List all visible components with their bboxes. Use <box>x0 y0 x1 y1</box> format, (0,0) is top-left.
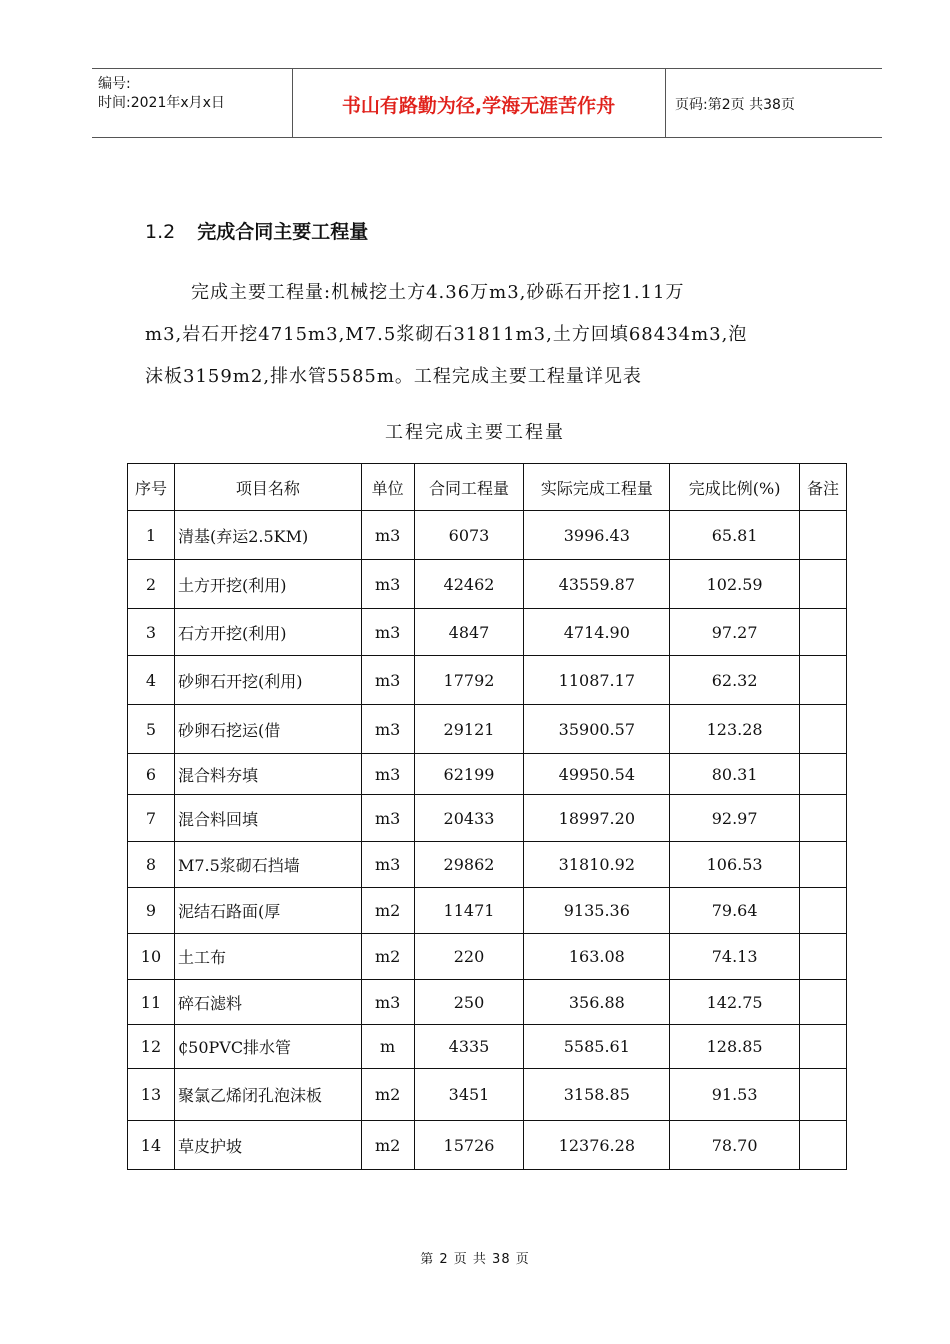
unit-cell: m2 <box>361 1069 414 1121</box>
table-row <box>128 754 847 795</box>
unit-cell: m3 <box>361 980 414 1025</box>
completion-ratio-cell: 92.97 <box>670 795 800 842</box>
unit-cell: m3 <box>361 795 414 842</box>
page-info: 页码:第2页 共38页 <box>675 97 795 113</box>
item-name-cell: 土工布 <box>174 934 361 980</box>
motto-text: 书山有路勤为径,学海无涯苦作舟 <box>341 95 616 117</box>
unit-cell: m3 <box>361 560 414 609</box>
section-number: 1.2 <box>145 221 176 243</box>
actual-quantity-cell: 9135.36 <box>524 888 670 934</box>
contract-quantity-cell: 11471 <box>414 888 524 934</box>
remarks-cell <box>800 842 847 888</box>
actual-quantity-cell: 31810.92 <box>524 842 670 888</box>
item-name-cell: 石方开挖(利用) <box>174 609 361 656</box>
header-left-cell <box>92 69 293 137</box>
table-row <box>128 609 847 656</box>
completion-ratio-cell: 128.85 <box>670 1025 800 1069</box>
row-number-cell: 12 <box>128 1025 175 1069</box>
contract-quantity-cell: 42462 <box>414 560 524 609</box>
actual-quantity-cell: 12376.28 <box>524 1121 670 1170</box>
header-cell: 项目名称 <box>174 464 361 511</box>
item-name-cell: 清基(弃运2.5KM) <box>174 511 361 560</box>
remarks-cell <box>800 1025 847 1069</box>
remarks-cell <box>800 511 847 560</box>
table-title: 工程完成主要工程量 <box>385 422 565 443</box>
actual-quantity-cell: 35900.57 <box>524 705 670 754</box>
table-row <box>128 1025 847 1069</box>
row-number-cell: 10 <box>128 934 175 980</box>
date-label: 时间:2021年x月x日 <box>98 95 225 111</box>
remarks-cell <box>800 705 847 754</box>
paragraph-line-2: m3,岩石开挖4715m3,M7.5浆砌石31811m3,土方回填68434m3,泡 <box>145 324 748 345</box>
remarks-cell <box>800 934 847 980</box>
contract-quantity-cell: 29862 <box>414 842 524 888</box>
completion-ratio-cell: 74.13 <box>670 934 800 980</box>
contract-quantity-cell: 62199 <box>414 754 524 795</box>
row-number-cell: 5 <box>128 705 175 754</box>
actual-quantity-cell: 3158.85 <box>524 1069 670 1121</box>
row-number-cell: 6 <box>128 754 175 795</box>
quantities-table <box>127 463 847 1170</box>
contract-quantity-cell: 220 <box>414 934 524 980</box>
remarks-cell <box>800 795 847 842</box>
unit-cell: m3 <box>361 842 414 888</box>
row-number-cell: 11 <box>128 980 175 1025</box>
table-row <box>128 656 847 705</box>
remarks-cell <box>800 754 847 795</box>
page-header <box>92 68 882 138</box>
item-name-cell: 草皮护坡 <box>174 1121 361 1170</box>
remarks-cell <box>800 980 847 1025</box>
actual-quantity-cell: 5585.61 <box>524 1025 670 1069</box>
page-footer: 第 2 页 共 38 页 <box>420 1252 530 1267</box>
contract-quantity-cell: 4847 <box>414 609 524 656</box>
item-name-cell: 泥结石路面(厚 <box>174 888 361 934</box>
table-row <box>128 511 847 560</box>
table-row <box>128 842 847 888</box>
row-number-cell: 9 <box>128 888 175 934</box>
table-row <box>128 795 847 842</box>
actual-quantity-cell: 49950.54 <box>524 754 670 795</box>
row-number-cell: 8 <box>128 842 175 888</box>
completion-ratio-cell: 91.53 <box>670 1069 800 1121</box>
contract-quantity-cell: 17792 <box>414 656 524 705</box>
table-row <box>128 934 847 980</box>
completion-ratio-cell: 80.31 <box>670 754 800 795</box>
unit-cell: m <box>361 1025 414 1069</box>
item-name-cell: 砂卵石开挖(利用) <box>174 656 361 705</box>
remarks-cell <box>800 888 847 934</box>
item-name-cell: 混合料回填 <box>174 795 361 842</box>
paragraph-line-3: 沫板3159m2,排水管5585m。工程完成主要工程量详见表 <box>145 366 642 387</box>
completion-ratio-cell: 79.64 <box>670 888 800 934</box>
table-row <box>128 1069 847 1121</box>
actual-quantity-cell: 4714.90 <box>524 609 670 656</box>
contract-quantity-cell: 4335 <box>414 1025 524 1069</box>
table-row <box>128 888 847 934</box>
remarks-cell <box>800 1069 847 1121</box>
row-number-cell: 3 <box>128 609 175 656</box>
item-name-cell: 砂卵石挖运(借 <box>174 705 361 754</box>
paragraph-line-1: 完成主要工程量:机械挖土方4.36万m3,砂砾石开挖1.11万 <box>191 282 685 303</box>
section-title: 完成合同主要工程量 <box>197 221 369 243</box>
header-cell: 单位 <box>361 464 414 511</box>
row-number-cell: 13 <box>128 1069 175 1121</box>
table-row <box>128 980 847 1025</box>
header-page-cell <box>665 69 882 137</box>
row-number-cell: 7 <box>128 795 175 842</box>
unit-cell: m3 <box>361 705 414 754</box>
row-number-cell: 1 <box>128 511 175 560</box>
actual-quantity-cell: 43559.87 <box>524 560 670 609</box>
unit-cell: m3 <box>361 656 414 705</box>
remarks-cell <box>800 656 847 705</box>
unit-cell: m2 <box>361 934 414 980</box>
item-name-cell: 混合料夯填 <box>174 754 361 795</box>
table-row <box>128 705 847 754</box>
contract-quantity-cell: 250 <box>414 980 524 1025</box>
header-cell: 备注 <box>800 464 847 511</box>
actual-quantity-cell: 11087.17 <box>524 656 670 705</box>
actual-quantity-cell: 356.88 <box>524 980 670 1025</box>
completion-ratio-cell: 102.59 <box>670 560 800 609</box>
unit-cell: m3 <box>361 511 414 560</box>
header-cell: 完成比例(%) <box>670 464 800 511</box>
section-heading <box>145 217 368 244</box>
contract-quantity-cell: 3451 <box>414 1069 524 1121</box>
contract-quantity-cell: 15726 <box>414 1121 524 1170</box>
remarks-cell <box>800 560 847 609</box>
actual-quantity-cell: 163.08 <box>524 934 670 980</box>
completion-ratio-cell: 65.81 <box>670 511 800 560</box>
table-row <box>128 560 847 609</box>
completion-ratio-cell: 106.53 <box>670 842 800 888</box>
item-name-cell: M7.5浆砌石挡墙 <box>174 842 361 888</box>
header-cell: 合同工程量 <box>414 464 524 511</box>
body-paragraph <box>145 272 835 398</box>
unit-cell: m2 <box>361 1121 414 1170</box>
row-number-cell: 2 <box>128 560 175 609</box>
header-cell: 实际完成工程量 <box>524 464 670 511</box>
header-cell: 序号 <box>128 464 175 511</box>
table-row <box>128 1121 847 1170</box>
completion-ratio-cell: 78.70 <box>670 1121 800 1170</box>
row-number-cell: 14 <box>128 1121 175 1170</box>
completion-ratio-cell: 62.32 <box>670 656 800 705</box>
table-header-row <box>128 464 847 511</box>
completion-ratio-cell: 123.28 <box>670 705 800 754</box>
serial-label: 编号: <box>98 76 131 92</box>
item-name-cell: 碎石滤料 <box>174 980 361 1025</box>
actual-quantity-cell: 3996.43 <box>524 511 670 560</box>
remarks-cell <box>800 1121 847 1170</box>
contract-quantity-cell: 29121 <box>414 705 524 754</box>
item-name-cell: ₵50PVC排水管 <box>174 1025 361 1069</box>
item-name-cell: 聚氯乙烯闭孔泡沫板 <box>174 1069 361 1121</box>
row-number-cell: 4 <box>128 656 175 705</box>
actual-quantity-cell: 18997.20 <box>524 795 670 842</box>
unit-cell: m3 <box>361 609 414 656</box>
remarks-cell <box>800 609 847 656</box>
header-motto-cell <box>292 69 666 137</box>
contract-quantity-cell: 20433 <box>414 795 524 842</box>
item-name-cell: 土方开挖(利用) <box>174 560 361 609</box>
contract-quantity-cell: 6073 <box>414 511 524 560</box>
completion-ratio-cell: 142.75 <box>670 980 800 1025</box>
unit-cell: m2 <box>361 888 414 934</box>
unit-cell: m3 <box>361 754 414 795</box>
completion-ratio-cell: 97.27 <box>670 609 800 656</box>
